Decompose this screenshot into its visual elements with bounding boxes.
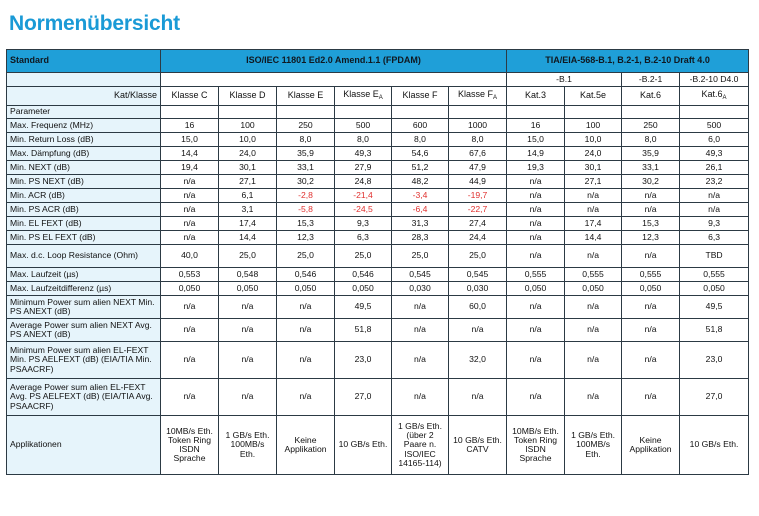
table-cell: 12,3	[622, 231, 680, 245]
table-cell: 15,0	[507, 133, 565, 147]
parameter-empty-cell	[622, 106, 680, 119]
table-cell: 49,5	[680, 296, 749, 319]
table-cell: TBD	[680, 245, 749, 268]
table-cell: 100	[565, 119, 622, 133]
table-cell: 47,9	[449, 161, 507, 175]
table-cell: 0,555	[507, 268, 565, 282]
table-cell: n/a	[622, 245, 680, 268]
table-cell: 24,8	[335, 175, 392, 189]
table-row	[7, 379, 749, 416]
sub-b21: -B.2-1	[622, 73, 680, 87]
row-label: Min. ACR (dB)	[7, 189, 161, 203]
table-cell: 1 GB/s Eth. (über 2 Paare n. ISO/IEC 14165-114)	[392, 416, 449, 475]
column-header: Kat.3	[507, 87, 565, 106]
table-cell: -22,7	[449, 203, 507, 217]
kat-klasse-label: Kat/Klasse	[7, 87, 161, 106]
row-label: Applikationen	[7, 416, 161, 475]
table-cell: n/a	[622, 189, 680, 203]
table-cell: 14,4	[219, 231, 277, 245]
table-cell: 49,3	[335, 147, 392, 161]
table-row	[7, 161, 749, 175]
iso-header: ISO/IEC 11801 Ed2.0 Amend.1.1 (FPDAM)	[161, 50, 507, 73]
parameter-empty-cell	[335, 106, 392, 119]
table-cell: 0,050	[622, 282, 680, 296]
table-cell: 27,0	[680, 379, 749, 416]
table-cell: n/a	[219, 319, 277, 342]
table-cell: 1000	[449, 119, 507, 133]
row-label: Min. PS EL FEXT (dB)	[7, 231, 161, 245]
table-cell: 10 GB/s Eth. CATV	[449, 416, 507, 475]
table-cell: n/a	[161, 342, 219, 379]
table-row	[7, 245, 749, 268]
table-cell: n/a	[392, 296, 449, 319]
table-cell: 27,4	[449, 217, 507, 231]
table-cell: 40,0	[161, 245, 219, 268]
parameter-empty-cell	[392, 106, 449, 119]
table-cell: n/a	[507, 189, 565, 203]
row-label: Max. Laufzeitdifferenz (µs)	[7, 282, 161, 296]
table-cell: 25,0	[277, 245, 335, 268]
table-cell: 0,050	[219, 282, 277, 296]
table-row	[7, 342, 749, 379]
table-row	[7, 268, 749, 282]
table-row	[7, 147, 749, 161]
table-cell: n/a	[622, 342, 680, 379]
table-row	[7, 175, 749, 189]
row-label: Max. Dämpfung (dB)	[7, 147, 161, 161]
table-cell: 0,555	[622, 268, 680, 282]
table-cell: 500	[335, 119, 392, 133]
table-cell: 15,3	[277, 217, 335, 231]
table-cell: n/a	[219, 342, 277, 379]
table-cell: n/a	[161, 175, 219, 189]
table-cell: 10MB/s Eth. Token Ring ISDN Sprache	[507, 416, 565, 475]
table-cell: n/a	[449, 319, 507, 342]
table-cell: 24,0	[219, 147, 277, 161]
table-cell: 54,6	[392, 147, 449, 161]
table-cell: 25,0	[335, 245, 392, 268]
table-row	[7, 203, 749, 217]
table-cell: n/a	[507, 245, 565, 268]
table-cell: 0,545	[449, 268, 507, 282]
row-label: Minimum Power sum alien EL-FEXT Min. PS AELFEXT (dB) (EIA/TIA Min. PSAACRF)	[7, 342, 161, 379]
table-cell: 10MB/s Eth. Token Ring ISDN Sprache	[161, 416, 219, 475]
table-cell: 500	[680, 119, 749, 133]
table-cell: 51,2	[392, 161, 449, 175]
table-row	[7, 189, 749, 203]
table-cell: 0,050	[507, 282, 565, 296]
table-cell: 27,0	[335, 379, 392, 416]
table-cell: 25,0	[392, 245, 449, 268]
page-title: Normenübersicht	[9, 12, 180, 35]
table-row	[7, 231, 749, 245]
sub-b1: -B.1	[507, 73, 622, 87]
kat-klasse-row	[7, 87, 749, 106]
table-cell: -3,4	[392, 189, 449, 203]
table-cell: 24,4	[449, 231, 507, 245]
table-cell: 30,2	[277, 175, 335, 189]
table-cell: 0,030	[392, 282, 449, 296]
table-cell: 0,545	[392, 268, 449, 282]
table-cell: 32,0	[449, 342, 507, 379]
table-cell: n/a	[392, 319, 449, 342]
table-cell: n/a	[277, 379, 335, 416]
table-cell: 28,3	[392, 231, 449, 245]
table-cell: 14,4	[565, 231, 622, 245]
table-cell: 23,2	[680, 175, 749, 189]
table-cell: 24,0	[565, 147, 622, 161]
table-cell: 51,8	[335, 319, 392, 342]
column-header: Klasse C	[161, 87, 219, 106]
table-cell: n/a	[507, 217, 565, 231]
table-cell: 6,3	[335, 231, 392, 245]
table-cell: 27,1	[565, 175, 622, 189]
table-cell: n/a	[507, 319, 565, 342]
table-cell: n/a	[161, 296, 219, 319]
standard-header: Standard	[7, 50, 161, 73]
table-cell: 8,0	[335, 133, 392, 147]
table-cell: n/a	[565, 189, 622, 203]
table-cell: n/a	[507, 231, 565, 245]
table-cell: 0,050	[565, 282, 622, 296]
table-cell: -5,8	[277, 203, 335, 217]
table-cell: 33,1	[622, 161, 680, 175]
table-cell: 6,3	[680, 231, 749, 245]
table-cell: 15,0	[161, 133, 219, 147]
table-cell: 0,553	[161, 268, 219, 282]
table-cell: n/a	[622, 296, 680, 319]
table-cell: 67,6	[449, 147, 507, 161]
column-header: Klasse $E_A$	[335, 87, 392, 106]
table-cell: 6,0	[680, 133, 749, 147]
table-cell: 14,9	[507, 147, 565, 161]
table-cell: 27,9	[335, 161, 392, 175]
table-cell: 30,2	[622, 175, 680, 189]
table-cell: n/a	[622, 379, 680, 416]
table-row	[7, 319, 749, 342]
row-label: Min. PS NEXT (dB)	[7, 175, 161, 189]
table-cell: 6,1	[219, 189, 277, 203]
table-cell: 16	[507, 119, 565, 133]
table-cell: 25,0	[449, 245, 507, 268]
table-cell: 0,050	[277, 282, 335, 296]
table-row	[7, 119, 749, 133]
table-cell: 31,3	[392, 217, 449, 231]
parameter-empty-cell	[565, 106, 622, 119]
row-label: Average Power sum alien EL-FEXT Avg. PS AELFEXT (dB) (EIA/TIA Avg. PSAACRF)	[7, 379, 161, 416]
norm-table	[6, 49, 749, 475]
table-cell: n/a	[161, 379, 219, 416]
table-cell: 100	[219, 119, 277, 133]
table-cell: 8,0	[449, 133, 507, 147]
sub-iso-cell	[161, 73, 507, 87]
row-label: Max. d.c. Loop Resistance (Ohm)	[7, 245, 161, 268]
parameter-empty-cell	[680, 106, 749, 119]
table-row	[7, 296, 749, 319]
row-label: Max. Frequenz (MHz)	[7, 119, 161, 133]
table-cell: -24,5	[335, 203, 392, 217]
row-label: Min. NEXT (dB)	[7, 161, 161, 175]
table-cell: 44,9	[449, 175, 507, 189]
table-cell: n/a	[622, 203, 680, 217]
table-cell: 17,4	[565, 217, 622, 231]
table-cell: n/a	[277, 296, 335, 319]
table-body	[7, 50, 749, 475]
table-cell: 0,555	[565, 268, 622, 282]
table-cell: n/a	[219, 379, 277, 416]
header-row	[7, 50, 749, 73]
table-cell: 0,546	[335, 268, 392, 282]
table-cell: 12,3	[277, 231, 335, 245]
sub-standard-row	[7, 73, 749, 87]
table-cell: 0,050	[335, 282, 392, 296]
column-header: Klasse D	[219, 87, 277, 106]
column-header: $Kat.6_A$	[680, 87, 749, 106]
table-cell: 33,1	[277, 161, 335, 175]
table-cell: n/a	[680, 189, 749, 203]
table-cell: 19,3	[507, 161, 565, 175]
table-cell: n/a	[680, 203, 749, 217]
table-cell: -21,4	[335, 189, 392, 203]
table-cell: n/a	[565, 319, 622, 342]
table-cell: 9,3	[680, 217, 749, 231]
table-cell: n/a	[161, 217, 219, 231]
row-label: Min. Return Loss (dB)	[7, 133, 161, 147]
table-cell: 0,050	[161, 282, 219, 296]
table-cell: n/a	[565, 342, 622, 379]
table-cell: n/a	[161, 231, 219, 245]
table-cell: 35,9	[622, 147, 680, 161]
table-cell: 30,1	[565, 161, 622, 175]
table-cell: Keine Applikation	[622, 416, 680, 475]
table-cell: 0,548	[219, 268, 277, 282]
table-cell: 23,0	[335, 342, 392, 379]
table-cell: 8,0	[622, 133, 680, 147]
parameter-empty-cell	[277, 106, 335, 119]
table-cell: n/a	[219, 296, 277, 319]
table-cell: n/a	[507, 379, 565, 416]
parameter-label: Parameter	[7, 106, 161, 119]
table-cell: 250	[277, 119, 335, 133]
table-cell: 25,0	[219, 245, 277, 268]
table-cell: -19,7	[449, 189, 507, 203]
table-row	[7, 282, 749, 296]
parameter-empty-cell	[449, 106, 507, 119]
table-cell: 0,555	[680, 268, 749, 282]
table-cell: n/a	[392, 379, 449, 416]
table-cell: n/a	[392, 342, 449, 379]
table-cell: -6,4	[392, 203, 449, 217]
table-cell: n/a	[277, 342, 335, 379]
table-cell: n/a	[507, 175, 565, 189]
table-cell: 0,030	[449, 282, 507, 296]
parameter-empty-cell	[507, 106, 565, 119]
table-cell: 1 GB/s Eth. 100MB/s Eth.	[219, 416, 277, 475]
table-cell: 1 GB/s Eth. 100MB/s Eth.	[565, 416, 622, 475]
table-cell: n/a	[565, 245, 622, 268]
table-cell: 10 GB/s Eth.	[680, 416, 749, 475]
table-cell: 0,546	[277, 268, 335, 282]
table-cell: 10,0	[565, 133, 622, 147]
table-cell: n/a	[161, 189, 219, 203]
parameter-empty-cell	[219, 106, 277, 119]
table-cell: 9,3	[335, 217, 392, 231]
table-cell: n/a	[565, 296, 622, 319]
table-cell: n/a	[507, 342, 565, 379]
table-cell: 27,1	[219, 175, 277, 189]
row-label: Minimum Power sum alien NEXT Min. PS ANEXT (dB)	[7, 296, 161, 319]
table-cell: 19,4	[161, 161, 219, 175]
tia-header: TIA/EIA-568-B.1, B.2-1, B.2-10 Draft 4.0	[507, 50, 749, 73]
table-cell: 10 GB/s Eth.	[335, 416, 392, 475]
row-label: Min. PS ACR (dB)	[7, 203, 161, 217]
table-cell: n/a	[507, 203, 565, 217]
table-cell: 10,0	[219, 133, 277, 147]
row-label: Average Power sum alien NEXT Avg. PS ANEXT (dB)	[7, 319, 161, 342]
table-cell: n/a	[507, 296, 565, 319]
parameter-empty-cell	[161, 106, 219, 119]
table-cell: 23,0	[680, 342, 749, 379]
table-cell: n/a	[622, 319, 680, 342]
table-cell: 15,3	[622, 217, 680, 231]
table-cell: n/a	[565, 379, 622, 416]
table-cell: -2,8	[277, 189, 335, 203]
parameter-row	[7, 106, 749, 119]
table-cell: 49,3	[680, 147, 749, 161]
table-cell: n/a	[161, 203, 219, 217]
table-cell: 51,8	[680, 319, 749, 342]
column-header: Kat.6	[622, 87, 680, 106]
sub-b210: -B.2-10 D4.0	[680, 73, 749, 87]
table-row	[7, 217, 749, 231]
table-cell: 8,0	[392, 133, 449, 147]
table-cell: 49,5	[335, 296, 392, 319]
table-cell: n/a	[161, 319, 219, 342]
column-header: Klasse $F_A$	[449, 87, 507, 106]
table-cell: n/a	[565, 203, 622, 217]
table-cell: 600	[392, 119, 449, 133]
table-row	[7, 416, 749, 475]
table-cell: 48,2	[392, 175, 449, 189]
table-cell: 60,0	[449, 296, 507, 319]
table-cell: 3,1	[219, 203, 277, 217]
sub-empty-cell	[7, 73, 161, 87]
table-cell: 14,4	[161, 147, 219, 161]
table-cell: 30,1	[219, 161, 277, 175]
row-label: Min. EL FEXT (dB)	[7, 217, 161, 231]
column-header: Klasse E	[277, 87, 335, 106]
table-cell: 0,050	[680, 282, 749, 296]
table-cell: n/a	[449, 379, 507, 416]
table-cell: 35,9	[277, 147, 335, 161]
table-cell: 26,1	[680, 161, 749, 175]
row-label: Max. Laufzeit (µs)	[7, 268, 161, 282]
column-header: Klasse F	[392, 87, 449, 106]
table-cell: 17,4	[219, 217, 277, 231]
table-cell: 8,0	[277, 133, 335, 147]
table-row	[7, 133, 749, 147]
table-cell: 16	[161, 119, 219, 133]
table-cell: n/a	[277, 319, 335, 342]
table-cell: Keine Applikation	[277, 416, 335, 475]
table-cell: 250	[622, 119, 680, 133]
column-header: Kat.5e	[565, 87, 622, 106]
